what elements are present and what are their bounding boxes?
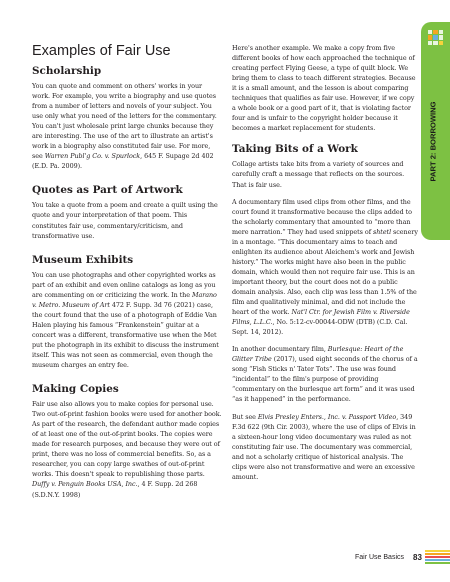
paragraph-making-copies: Fair use also allows you to make copies for personal use. Two out-of-print fashion books were used for another book. As part of the research, the defendant author made copies of at least one of the out-of-print books. The copies were made for research purposes, and because they were out of print, there was no loss of commercial benefits. So, as a researcher, you can copy large swathes of out-of-print works. This doesn't speak to republishing those parts. Duffy v. Penguin Books USA, Inc., 4 F. Supp. 2d 268 (S.D.N.Y. 1998) <box>32 400 222 499</box>
chapter-title: Examples of Fair Use <box>32 43 171 59</box>
paragraph-burlesque: In another documentary film, Burlesque: Heart of the Glitter Tribe (2017), used eight seconds of the chorus of a song “Fish Sticks n' Tater Tots”. The use was found “incidental” to the film's purpose of providing “commentary on the burlesque art form” and it was used “as it happened” in the performance. <box>232 345 418 404</box>
stripe <box>425 556 450 558</box>
stripe <box>425 550 450 552</box>
case-citation: Elvis Presley Enters., Inc. v. Passport Video <box>257 412 397 421</box>
paragraph-museum-exhibits: You can use photographs and other copyrighted works as part of an exhibit and even online catalogs as long as you are commenting on or criticizing the work. In the Marano v. Metro. Museum of Art 472 F. Supp. 3d 76 (2021) case, the court found that the use of a photograph of Eddie Van Halen playing his famous “Frankenstein” guitar at a concert was a different, transformative use when the Met put the photograph in its exhibit to discuss the instrument itself. This was not seen as commercial, even though the museum charges an entry fee. <box>32 270 219 370</box>
left-column <box>32 43 222 507</box>
heading-museum-exhibits: Museum Exhibits <box>32 253 134 266</box>
paragraph-flying-geese: Here's another example. We make a copy from five different books of how each approached the technique of creating perfect Flying Geese, a type of quilt block. We bring them to class to teach different strategies. Because it is a small amount, and the lesson is about comparing techniques that qualifies as fair use. However, if we copy a whole book or a good part of it, that is violating factor four and is unfair to the copyright holder because it becomes a market replacement for students. <box>232 44 416 133</box>
heading-quotes-artwork: Quotes as Part of Artwork <box>32 184 183 197</box>
case-citation: Duffy v. Penguin Books USA, Inc. <box>32 480 138 489</box>
heading-making-copies: Making Copies <box>32 383 119 396</box>
part-tab-label: PART 2: BORROWING <box>428 101 438 182</box>
paragraph-quotes-artwork: You take a quote from a poem and create a quilt using the quote and your interpretation of that poem. This constitutes fair use, commentary/criticism, and transformative use. <box>32 201 218 240</box>
paragraph-elvis: But see Elvis Presley Enters., Inc. v. Passport Video, 349 F.3d 622 (9th Cir. 2003), where the use of clips of Elvis in a sixteen-hour long video documentary was ruled as not constituting fair use. The documentary was commercial, and not a scholarly critique of historical analysis. The clips were also not transformative and were an excessive amount. <box>232 412 416 481</box>
right-column <box>232 43 418 489</box>
page-number: 83 <box>413 553 422 562</box>
footer-section-title: Fair Use Basics <box>355 554 405 561</box>
case-citation: Warren Publ'g Co. v. Spurlock <box>44 152 141 161</box>
heading-scholarship: Scholarship <box>32 65 102 77</box>
stripe <box>425 559 450 561</box>
stripe <box>425 562 450 564</box>
stripe <box>425 553 450 555</box>
color-stripes-decoration <box>425 550 450 566</box>
case-citation: Nat'l Ctr. for Jewish Film v. Riverside Films, L.L.C. <box>232 308 410 327</box>
paragraph-scholarship: You can quote and comment on others' works in your work. For example, you write a biography and use quotes from a number of letters and novels of your subject. You use only what you need of the letters for the commentary. You can't just wholesale print large chunks because they are interesting. The use of the art to illustrate an artist's work in a biography also constituted fair use. For more, see Warren Publ'g Co. v. Spurlock, 645 F. Supage 2d 402 (E.D. Pa. 2009). <box>32 82 217 171</box>
case-citation: Marano v. Metro. Museum of Art <box>32 290 217 309</box>
heading-taking-bits: Taking Bits of a Work <box>232 143 358 156</box>
quilt-grid-icon <box>428 30 443 45</box>
part-tab <box>421 22 450 240</box>
case-citation: Burlesque: Heart of the Glitter Tribe <box>232 345 404 364</box>
paragraph-documentary-clips: A documentary film used clips from other films, and the court found it transformative because the clips added to the scholarly commentary that amounted to “more than mere narration.” They had used snippets of shtetl scenery in a montage. “This documentary aims to teach and enlighten its audience about Aleichem's work and Jewish history.” The works might have also been in the public domain, which would then not require fair use. This is an important theory, but the court does not do a public domain analysis. Also, each clip was less than 1.5% of the film and qualitatively minimal, and did not include the heart of the work. Nat'l Ctr. for Jewish Film v. Riverside Films, L.L.C., No. 5:12-cv-00044-ODW (DTB) (C.D. Cal. Sept. 14, 2012). <box>232 197 418 337</box>
paragraph-collage: Collage artists take bits from a variety of sources and carefully craft a message that reflects on the sources. That is fair use. <box>232 160 405 189</box>
